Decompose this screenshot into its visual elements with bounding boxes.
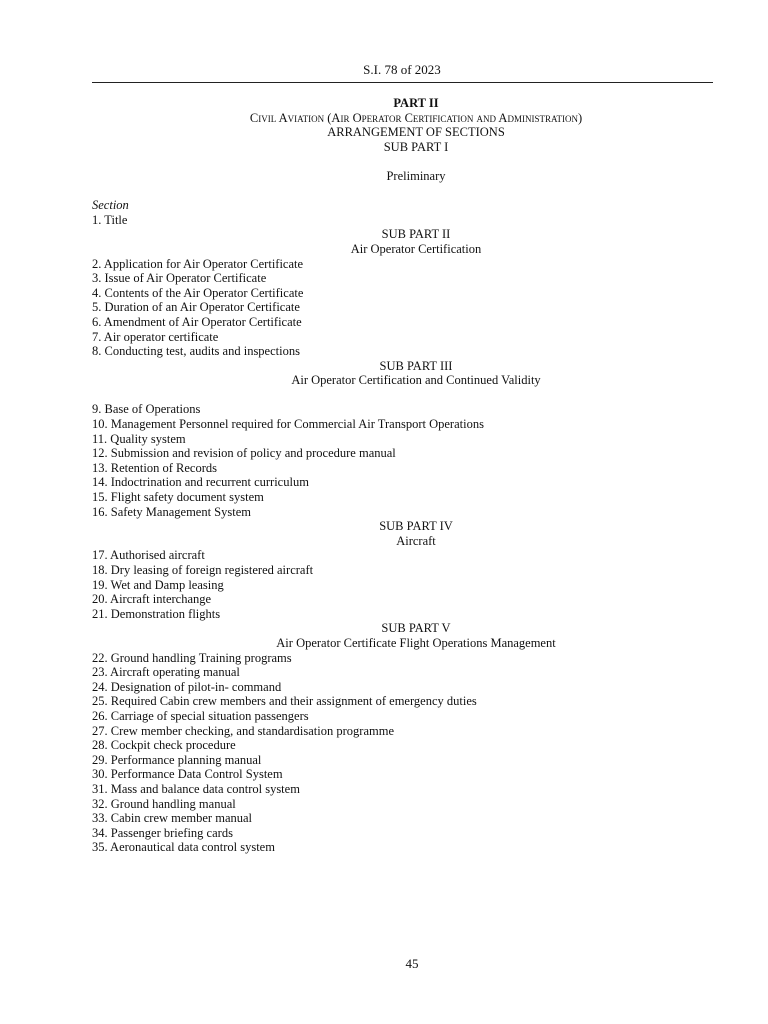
section-item: 30. Performance Data Control System (92, 767, 283, 782)
arrangement-heading: ARRANGEMENT OF SECTIONS (327, 125, 505, 140)
arrangement-of-sections (92, 96, 740, 855)
section-item: 19. Wet and Damp leasing (92, 577, 224, 592)
section-item: 17. Authorised aircraft (92, 548, 205, 563)
section-item: 14. Indoctrination and recurrent curriculum (92, 475, 309, 490)
section-item: 9. Base of Operations (92, 402, 201, 417)
section-item: 7. Air operator certificate (92, 329, 219, 344)
section-item: 29. Performance planning manual (92, 752, 262, 767)
subpart-title: SUB PART V (381, 621, 451, 636)
subpart-subtitle: Air Operator Certification (350, 241, 482, 256)
section-item: 32. Ground handling manual (92, 796, 236, 811)
section-item: 4. Contents of the Air Operator Certificate (92, 285, 304, 300)
section-item: 27. Crew member checking, and standardisation programme (92, 723, 394, 738)
section-item: 18. Dry leasing of foreign registered aircraft (92, 563, 314, 577)
section-item: 12. Submission and revision of policy and procedure manual (92, 446, 396, 461)
page-number: 45 (405, 956, 419, 971)
spacer (92, 184, 740, 199)
section-item: 5. Duration of an Air Operator Certificate (92, 300, 300, 315)
section-item: 2. Application for Air Operator Certificate (92, 256, 304, 271)
section-item: 28. Cockpit check procedure (92, 738, 236, 753)
spacer (92, 154, 740, 169)
section-item: 24. Designation of pilot-in- command (92, 679, 282, 694)
section-item: 33. Cabin crew member manual (92, 811, 253, 826)
section-item: 25. Required Cabin crew members and their assignment of emergency duties (92, 694, 477, 709)
header-rule (92, 82, 713, 83)
section-item: 16. Safety Management System (92, 504, 251, 519)
section-column-label: Section (92, 198, 129, 213)
subpart-subtitle: Air Operator Certificate Flight Operations Management (276, 635, 556, 650)
section-item: 3. Issue of Air Operator Certificate (92, 271, 267, 286)
subpart-subtitle: Aircraft (396, 533, 436, 548)
section-item: 8. Conducting test, audits and inspections (92, 344, 300, 359)
section-item: 15. Flight safety document system (92, 490, 264, 505)
section-item: 13. Retention of Records (92, 460, 217, 475)
section-item: 31. Mass and balance data control system (92, 781, 300, 796)
section-item: 26. Carriage of special situation passengers (92, 708, 309, 723)
subpart-title: SUB PART IV (379, 519, 453, 534)
section-item: 11. Quality system (92, 431, 186, 446)
section-item: 20. Aircraft interchange (92, 592, 212, 607)
section-item: 21. Demonstration flights (92, 606, 221, 621)
subpart-subtitle: Air Operator Certification and Continued Validity (291, 373, 541, 388)
section-item: 6. Amendment of Air Operator Certificate (92, 314, 302, 329)
part-heading: PART II (393, 96, 439, 110)
running-header: S.I. 78 of 2023 (363, 62, 441, 77)
section-item: 22. Ground handling Training programs (92, 650, 292, 665)
subpart-title: SUB PART II (381, 227, 451, 242)
act-title: Civil Aviation (Air Operator Certification and Administration) (249, 110, 583, 125)
section-item: 34. Passenger briefing cards (92, 825, 233, 840)
section-item: 10. Management Personnel required for Commercial Air Transport Operations (92, 417, 484, 432)
section-item: 23. Aircraft operating manual (92, 665, 240, 680)
section-item: 35. Aeronautical data control system (92, 840, 275, 855)
section-item: 1. Title (92, 212, 128, 227)
spacer (92, 388, 740, 403)
subpart-title: SUB PART III (379, 358, 453, 373)
subpart-subtitle: Preliminary (386, 168, 446, 183)
subpart-title: SUB PART I (383, 139, 449, 154)
